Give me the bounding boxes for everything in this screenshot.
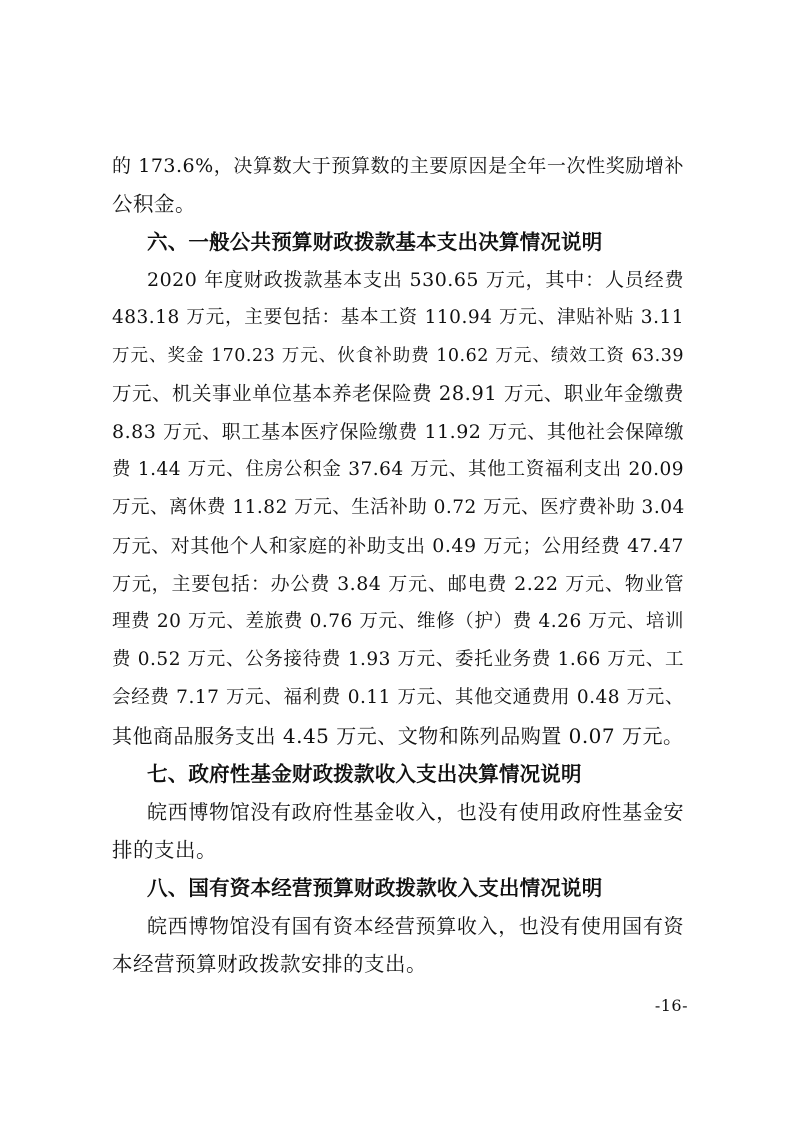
section-heading: 八、国有资本经营预算财政拨款收入支出情况说明: [147, 876, 603, 900]
paragraph-line: 公积金。: [112, 192, 196, 216]
paragraph-line: 的 173.6%，决算数大于预算数的主要原因是全年一次性奖励增补: [112, 155, 684, 177]
paragraph-line: 8.83 万元、职工基本医疗保险缴费 11.92 万元、其他社会保障缴: [112, 421, 684, 443]
paragraph-line: 皖西博物馆没有国有资本经营预算收入，也没有使用国有资: [147, 914, 684, 938]
paragraph-line: 万元、对其他个人和家庭的补助支出 0.49 万元；公用经费 47.47: [112, 535, 684, 557]
paragraph-line: 会经费 7.17 万元、福利费 0.11 万元、其他交通费用 0.48 万元、: [112, 687, 684, 708]
paragraph-line: 其他商品服务支出 4.45 万元、文物和陈列品购置 0.07 万元。: [112, 724, 684, 748]
paragraph-line: 万元、机关事业单位基本养老保险费 28.91 万元、职业年金缴费: [112, 382, 684, 405]
paragraph-line: 排的支出。: [112, 838, 217, 862]
paragraph-line: 皖西博物馆没有政府性基金收入，也没有使用政府性基金安: [147, 800, 684, 824]
paragraph-line: 费 0.52 万元、公务接待费 1.93 万元、委托业务费 1.66 万元、工: [112, 649, 684, 670]
paragraph-line: 483.18 万元，主要包括：基本工资 110.94 万元、津贴补贴 3.11: [112, 307, 684, 328]
paragraph-line: 万元、奖金 170.23 万元、伙食补助费 10.62 万元、绩效工资 63.39: [112, 346, 684, 366]
paragraph-line: 万元、离休费 11.82 万元、生活补助 0.72 万元、医疗费补助 3.04: [112, 497, 685, 518]
paragraph-line: 本经营预算财政拨款安排的支出。: [112, 952, 427, 976]
page-number: -16-: [654, 996, 688, 1015]
paragraph-line: 费 1.44 万元、住房公积金 37.64 万元、其他工资福利支出 20.09: [112, 459, 684, 480]
section-heading: 七、政府性基金财政拨款收入支出决算情况说明: [147, 762, 582, 786]
paragraph-line: 万元，主要包括：办公费 3.84 万元、邮电费 2.22 万元、物业管: [112, 573, 684, 595]
section-heading: 六、一般公共预算财政拨款基本支出决算情况说明: [147, 230, 603, 254]
paragraph-line: 2020 年度财政拨款基本支出 530.65 万元，其中：人员经费: [147, 269, 684, 291]
paragraph-line: 理费 20 万元、差旅费 0.76 万元、维修（护）费 4.26 万元、培训: [112, 611, 684, 632]
